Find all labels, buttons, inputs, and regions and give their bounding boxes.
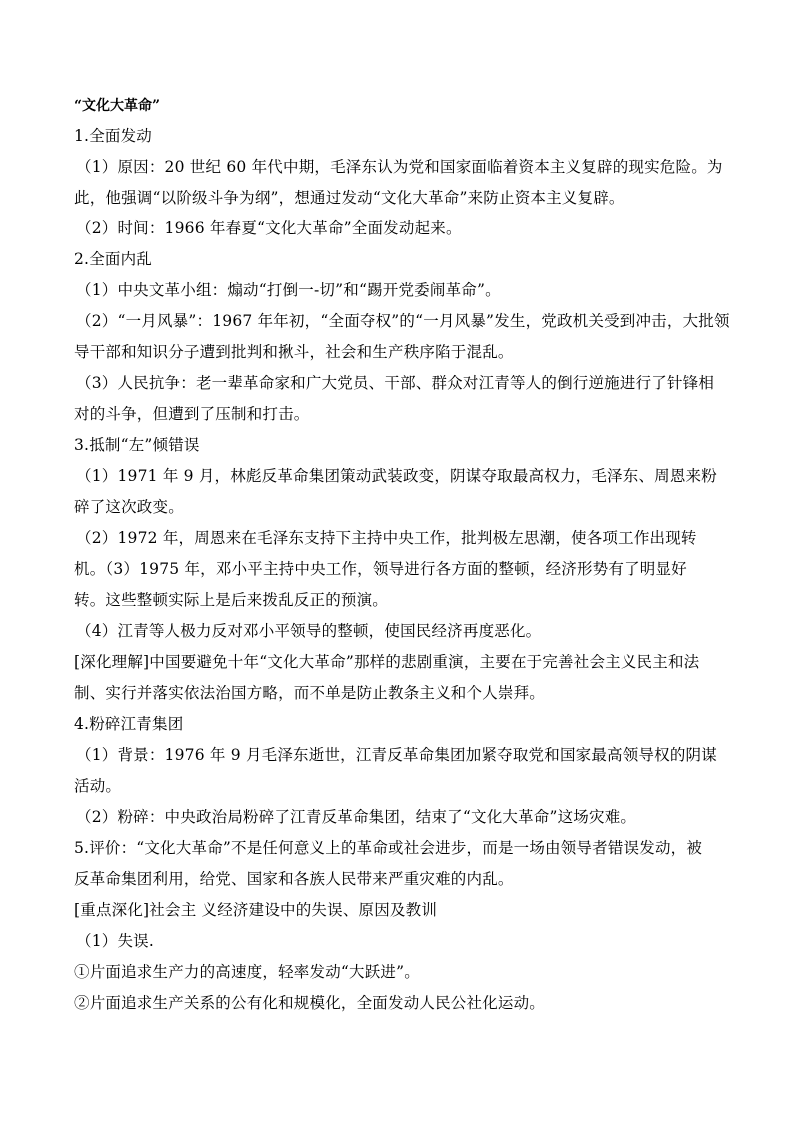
paragraph-line: 活动。 [74,777,122,795]
paragraph-line: （1）中央文革小组：煽动“打倒一-切”和“踢开党委闹革命”。 [76,281,501,299]
section-heading: 2.全面内乱 [74,250,152,268]
paragraph-line: （2）1972 年，周恩来在毛泽东支持下主持中央工作，批判极左思潮，使各项工作出现转 [76,529,697,547]
paragraph-line: （1）1971 年 9 月，林彪反革命集团策动武装政变，阴谋夺取最高权力，毛泽东、周恩来粉 [76,467,717,485]
paragraph-line: 导干部和知识分子遭到批判和揪斗，社会和生产秩序陷于混乱。 [74,343,514,361]
deepening-note: [深化理解]中国要避免十年“文化大革命”那样的悲剧重演，主要在于完善社会主义民主和法 [74,653,700,671]
paragraph-line: 机。（3）1975 年，邓小平主持中央工作，领导进行各方面的整顿，经济形势有了明显好 [74,560,687,578]
paragraph-line: 对的斗争，但遭到了压制和打击。 [74,405,310,423]
paragraph-line: （3）人民抗争：老一辈革命家和广大党员、干部、群众对江青等人的倒行逆施进行了针锋相 [76,374,715,392]
paragraph-line: 反革命集团利用，给党、国家和各族人民带来严重灾难的内乱。 [74,870,514,888]
paragraph-line: （4）江青等人极力反对邓小平领导的整顿，使国民经济再度恶化。 [76,622,542,640]
paragraph-line: （1）失误. [76,932,154,950]
paragraph-line: 碎了这次政变。 [74,498,184,516]
key-point-heading: [重点深化]社会主 义经济建设中的失误、原因及教训 [74,901,438,919]
section-heading: 4.粉碎江青集团 [74,715,184,733]
section-heading: 5.评价：“文化大革命”不是任何意义上的革命或社会进步，而是一场由领导者错误发动，被 [74,839,703,857]
paragraph-line: 转。这些整顿实际上是后来拨乱反正的预演。 [74,591,389,609]
section-heading: 1.全面发动 [74,127,152,145]
paragraph-line: （2）时间：1966 年春夏“文化大革命”全面发动起来。 [76,219,462,237]
paragraph-line: （2）粉碎：中央政治局粉碎了江青反革命集团，结束了“文化大革命”这场灾难。 [76,808,637,826]
paragraph-line: 此，他强调“以阶级斗争为纲”，想通过发动“文化大革命”来防止资本主义复辟。 [74,189,625,207]
paragraph-line: （1）原因：20 世纪 60 年代中期，毛泽东认为党和国家面临着资本主义复辟的现实危险。为 [76,158,723,176]
document-title: “文化大革命” [74,98,161,114]
list-item: ①片面追求生产力的高速度，轻率发动“大跃进”。 [74,963,420,981]
section-heading: 3.抵制“左”倾错误 [74,436,200,454]
list-item: ②片面追求生产关系的公有化和规模化，全面发动人民公社化运动。 [74,994,546,1012]
paragraph-line: 制、实行并落实依法治国方略，而不单是防止教条主义和个人崇拜。 [74,684,546,702]
paragraph-line: （2）“一月风暴”：1967 年年初，“全面夺权”的“一月风暴”发生，党政机关受到冲击，大批领 [76,312,730,330]
paragraph-line: （1）背景：1976 年 9 月毛泽东逝世，江青反革命集团加紧夺取党和国家最高领导权的阴谋 [76,746,717,764]
